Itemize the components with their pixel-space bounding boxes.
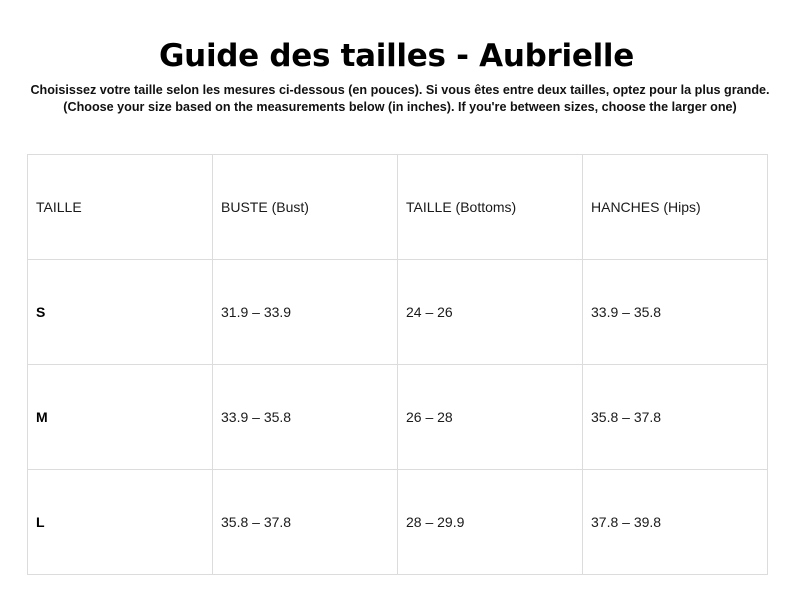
- instructions-french: Choisissez votre taille selon les mesures ci-dessous (en pouces). Si vous êtes entre deux tailles, optez pour la plus grande.: [30, 83, 770, 97]
- bust-value: 35.8 – 37.8: [213, 470, 398, 575]
- column-header-bust: BUSTE (Bust): [213, 155, 398, 260]
- table-row: [28, 470, 768, 575]
- waist-value: 26 – 28: [398, 365, 583, 470]
- hips-value: 37.8 – 39.8: [583, 470, 768, 575]
- table-row: [28, 260, 768, 365]
- page-title: Guide des tailles - Aubrielle: [159, 37, 634, 74]
- bust-value: 31.9 – 33.9: [213, 260, 398, 365]
- hips-value: 33.9 – 35.8: [583, 260, 768, 365]
- size-guide-instructions: [0, 82, 800, 116]
- size-label: L: [28, 470, 213, 575]
- size-chart-table: [27, 154, 768, 575]
- table-row: [28, 365, 768, 470]
- bust-value: 33.9 – 35.8: [213, 365, 398, 470]
- instructions-english: (Choose your size based on the measurements below (in inches). If you're between sizes, choose the larger one): [63, 100, 737, 114]
- table-header-row: [28, 155, 768, 260]
- waist-value: 24 – 26: [398, 260, 583, 365]
- waist-value: 28 – 29.9: [398, 470, 583, 575]
- column-header-waist: TAILLE (Bottoms): [398, 155, 583, 260]
- size-label: M: [28, 365, 213, 470]
- size-label: S: [28, 260, 213, 365]
- column-header-size: TAILLE: [28, 155, 213, 260]
- hips-value: 35.8 – 37.8: [583, 365, 768, 470]
- column-header-hips: HANCHES (Hips): [583, 155, 768, 260]
